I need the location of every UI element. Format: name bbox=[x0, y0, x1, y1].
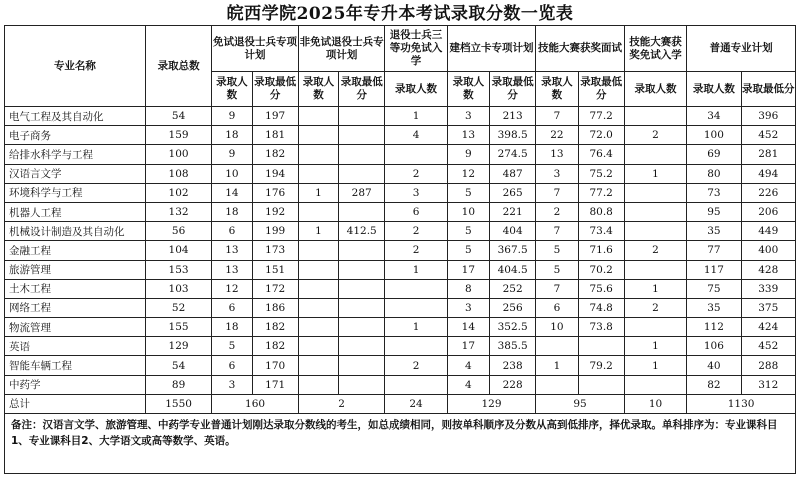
value-cell bbox=[339, 337, 385, 356]
value-cell: 3 bbox=[212, 375, 252, 394]
value-cell: 77.2 bbox=[578, 107, 624, 126]
value-cell: 228 bbox=[490, 375, 536, 394]
value-cell: 194 bbox=[252, 164, 298, 183]
value-cell bbox=[624, 318, 686, 337]
value-cell: 3 bbox=[536, 164, 578, 183]
table-row bbox=[5, 241, 796, 260]
value-cell: 82 bbox=[687, 375, 741, 394]
value-cell: 1 bbox=[624, 164, 686, 183]
value-cell: 7 bbox=[536, 183, 578, 202]
value-cell: 89 bbox=[145, 375, 211, 394]
value-cell: 103 bbox=[145, 279, 211, 298]
value-cell: 129 bbox=[145, 337, 211, 356]
value-cell: 18 bbox=[212, 202, 252, 221]
value-cell: 10 bbox=[212, 164, 252, 183]
total-skill-interview: 95 bbox=[536, 394, 625, 413]
subheader-count: 录取人数 bbox=[212, 72, 252, 107]
major-name-cell: 英语 bbox=[5, 337, 146, 356]
value-cell: 77.2 bbox=[578, 183, 624, 202]
subheader-min-score: 录取最低分 bbox=[252, 72, 298, 107]
table-row bbox=[5, 222, 796, 241]
value-cell: 171 bbox=[252, 375, 298, 394]
value-cell bbox=[298, 164, 338, 183]
value-cell: 159 bbox=[145, 126, 211, 145]
value-cell: 226 bbox=[741, 183, 795, 202]
value-cell: 7 bbox=[536, 107, 578, 126]
value-cell bbox=[298, 126, 338, 145]
value-cell: 10 bbox=[536, 318, 578, 337]
value-cell bbox=[339, 107, 385, 126]
value-cell: 8 bbox=[447, 279, 489, 298]
page-title: 皖西学院2025年专升本考试录取分数一览表 bbox=[226, 4, 574, 24]
value-cell: 206 bbox=[741, 202, 795, 221]
value-cell: 5 bbox=[536, 260, 578, 279]
value-cell: 2 bbox=[624, 298, 686, 317]
major-name-cell: 环境科学与工程 bbox=[5, 183, 146, 202]
value-cell: 400 bbox=[741, 241, 795, 260]
value-cell bbox=[624, 183, 686, 202]
value-cell: 52 bbox=[145, 298, 211, 317]
table-row bbox=[5, 145, 796, 164]
value-cell: 117 bbox=[687, 260, 741, 279]
header-major: 专业名称 bbox=[5, 26, 146, 107]
value-cell bbox=[339, 145, 385, 164]
value-cell: 13 bbox=[212, 260, 252, 279]
subheader-count: 录取人数 bbox=[624, 72, 686, 107]
value-cell: 424 bbox=[741, 318, 795, 337]
header-poverty: 建档立卡专项计划 bbox=[447, 26, 536, 72]
value-cell: 3 bbox=[447, 107, 489, 126]
value-cell bbox=[578, 375, 624, 394]
value-cell: 106 bbox=[687, 337, 741, 356]
value-cell: 2 bbox=[536, 202, 578, 221]
value-cell: 155 bbox=[145, 318, 211, 337]
value-cell: 1 bbox=[385, 260, 447, 279]
value-cell: 71.6 bbox=[578, 241, 624, 260]
value-cell bbox=[298, 107, 338, 126]
value-cell: 182 bbox=[252, 145, 298, 164]
table-row bbox=[5, 183, 796, 202]
value-cell: 385.5 bbox=[490, 337, 536, 356]
table-row bbox=[5, 356, 796, 375]
value-cell bbox=[339, 279, 385, 298]
value-cell: 12 bbox=[212, 279, 252, 298]
value-cell: 54 bbox=[145, 356, 211, 375]
value-cell: 412.5 bbox=[339, 222, 385, 241]
value-cell bbox=[385, 145, 447, 164]
subheader-count: 录取人数 bbox=[447, 72, 489, 107]
value-cell bbox=[339, 318, 385, 337]
major-name-cell: 机械设计制造及其自动化 bbox=[5, 222, 146, 241]
value-cell bbox=[298, 375, 338, 394]
value-cell: 2 bbox=[385, 222, 447, 241]
value-cell: 396 bbox=[741, 107, 795, 126]
value-cell bbox=[385, 279, 447, 298]
value-cell bbox=[578, 337, 624, 356]
value-cell: 35 bbox=[687, 298, 741, 317]
value-cell: 73 bbox=[687, 183, 741, 202]
value-cell: 56 bbox=[145, 222, 211, 241]
table-row bbox=[5, 202, 796, 221]
value-cell: 10 bbox=[447, 202, 489, 221]
value-cell bbox=[385, 298, 447, 317]
header-skill-interview: 技能大赛获奖面试 bbox=[536, 26, 625, 72]
total-regular: 1130 bbox=[687, 394, 796, 413]
value-cell: 1 bbox=[385, 107, 447, 126]
value-cell: 367.5 bbox=[490, 241, 536, 260]
value-cell bbox=[339, 241, 385, 260]
value-cell: 252 bbox=[490, 279, 536, 298]
value-cell: 100 bbox=[687, 126, 741, 145]
value-cell: 6 bbox=[385, 202, 447, 221]
subheader-min-score: 录取最低分 bbox=[490, 72, 536, 107]
major-name-cell: 智能车辆工程 bbox=[5, 356, 146, 375]
value-cell: 404.5 bbox=[490, 260, 536, 279]
total-label: 总计 bbox=[5, 394, 146, 413]
value-cell: 34 bbox=[687, 107, 741, 126]
value-cell bbox=[298, 356, 338, 375]
value-cell bbox=[624, 202, 686, 221]
header-non-exempt-veteran: 非免试退役士兵专项计划 bbox=[298, 26, 385, 72]
subheader-min-score: 录取最低分 bbox=[578, 72, 624, 107]
subheader-count: 录取人数 bbox=[536, 72, 578, 107]
value-cell: 14 bbox=[212, 183, 252, 202]
table-row bbox=[5, 107, 796, 126]
table-row bbox=[5, 279, 796, 298]
value-cell: 452 bbox=[741, 337, 795, 356]
admission-table bbox=[4, 25, 796, 414]
value-cell: 75.6 bbox=[578, 279, 624, 298]
value-cell: 1 bbox=[385, 318, 447, 337]
total-non-exempt-veteran: 2 bbox=[298, 394, 385, 413]
value-cell: 95 bbox=[687, 202, 741, 221]
header-row-groups bbox=[5, 26, 796, 72]
value-cell: 375 bbox=[741, 298, 795, 317]
value-cell: 274.5 bbox=[490, 145, 536, 164]
value-cell: 151 bbox=[252, 260, 298, 279]
footnote: 备注：汉语言文学、旅游管理、中药学专业普通计划刚达录取分数线的考生，如总成绩相同，则按单科顺序及分数从高到低排序，择优录取。单科排序为：专业课科目1、专业课科目2、大学语文或高等数学、英语。 bbox=[4, 414, 796, 474]
header-merit-veteran: 退役士兵三等功免试入学 bbox=[385, 26, 447, 72]
value-cell: 4 bbox=[447, 375, 489, 394]
major-name-cell: 旅游管理 bbox=[5, 260, 146, 279]
value-cell: 1 bbox=[624, 356, 686, 375]
value-cell bbox=[624, 145, 686, 164]
value-cell bbox=[339, 260, 385, 279]
value-cell: 9 bbox=[447, 145, 489, 164]
value-cell: 7 bbox=[536, 279, 578, 298]
value-cell: 182 bbox=[252, 337, 298, 356]
value-cell: 213 bbox=[490, 107, 536, 126]
value-cell: 428 bbox=[741, 260, 795, 279]
major-name-cell: 土木工程 bbox=[5, 279, 146, 298]
value-cell: 288 bbox=[741, 356, 795, 375]
value-cell: 76.4 bbox=[578, 145, 624, 164]
value-cell bbox=[298, 202, 338, 221]
value-cell: 13 bbox=[447, 126, 489, 145]
header-regular: 普通专业计划 bbox=[687, 26, 796, 72]
value-cell: 181 bbox=[252, 126, 298, 145]
total-exempt-veteran: 160 bbox=[212, 394, 299, 413]
table-row bbox=[5, 375, 796, 394]
table-row bbox=[5, 318, 796, 337]
value-cell bbox=[298, 260, 338, 279]
value-cell: 6 bbox=[212, 356, 252, 375]
value-cell: 312 bbox=[741, 375, 795, 394]
major-name-cell: 电气工程及其自动化 bbox=[5, 107, 146, 126]
value-cell: 112 bbox=[687, 318, 741, 337]
value-cell bbox=[298, 337, 338, 356]
value-cell: 176 bbox=[252, 183, 298, 202]
major-name-cell: 电子商务 bbox=[5, 126, 146, 145]
value-cell: 192 bbox=[252, 202, 298, 221]
value-cell: 18 bbox=[212, 126, 252, 145]
value-cell: 102 bbox=[145, 183, 211, 202]
value-cell: 72.0 bbox=[578, 126, 624, 145]
value-cell: 6 bbox=[536, 298, 578, 317]
value-cell bbox=[298, 145, 338, 164]
value-cell: 1 bbox=[624, 337, 686, 356]
value-cell bbox=[339, 298, 385, 317]
value-cell: 5 bbox=[447, 183, 489, 202]
value-cell: 153 bbox=[145, 260, 211, 279]
total-skill-exempt: 10 bbox=[624, 394, 686, 413]
value-cell: 108 bbox=[145, 164, 211, 183]
value-cell: 104 bbox=[145, 241, 211, 260]
major-name-cell: 网络工程 bbox=[5, 298, 146, 317]
value-cell: 5 bbox=[447, 222, 489, 241]
value-cell: 1 bbox=[624, 279, 686, 298]
value-cell: 352.5 bbox=[490, 318, 536, 337]
value-cell: 7 bbox=[536, 222, 578, 241]
value-cell bbox=[298, 241, 338, 260]
value-cell: 70.2 bbox=[578, 260, 624, 279]
subheader-min-score: 录取最低分 bbox=[741, 72, 795, 107]
value-cell bbox=[339, 126, 385, 145]
total-poverty: 129 bbox=[447, 394, 536, 413]
value-cell: 1 bbox=[536, 356, 578, 375]
value-cell: 182 bbox=[252, 318, 298, 337]
value-cell: 14 bbox=[447, 318, 489, 337]
value-cell: 186 bbox=[252, 298, 298, 317]
value-cell: 238 bbox=[490, 356, 536, 375]
header-skill-exempt: 技能大赛获奖免试入学 bbox=[624, 26, 686, 72]
table-row bbox=[5, 298, 796, 317]
value-cell: 13 bbox=[536, 145, 578, 164]
value-cell: 404 bbox=[490, 222, 536, 241]
value-cell: 173 bbox=[252, 241, 298, 260]
major-name-cell: 机器人工程 bbox=[5, 202, 146, 221]
value-cell: 256 bbox=[490, 298, 536, 317]
value-cell bbox=[339, 202, 385, 221]
value-cell: 13 bbox=[212, 241, 252, 260]
value-cell: 35 bbox=[687, 222, 741, 241]
value-cell: 3 bbox=[447, 298, 489, 317]
table-row bbox=[5, 260, 796, 279]
value-cell: 172 bbox=[252, 279, 298, 298]
value-cell: 449 bbox=[741, 222, 795, 241]
value-cell: 487 bbox=[490, 164, 536, 183]
value-cell: 4 bbox=[385, 126, 447, 145]
value-cell: 2 bbox=[385, 356, 447, 375]
subheader-count: 录取人数 bbox=[687, 72, 741, 107]
value-cell: 3 bbox=[385, 183, 447, 202]
value-cell: 132 bbox=[145, 202, 211, 221]
value-cell: 1 bbox=[298, 222, 338, 241]
value-cell: 5 bbox=[212, 337, 252, 356]
header-total-admitted: 录取总数 bbox=[145, 26, 211, 107]
value-cell bbox=[339, 164, 385, 183]
total-row bbox=[5, 394, 796, 413]
value-cell: 199 bbox=[252, 222, 298, 241]
value-cell: 5 bbox=[447, 241, 489, 260]
value-cell: 22 bbox=[536, 126, 578, 145]
value-cell: 73.4 bbox=[578, 222, 624, 241]
value-cell: 12 bbox=[447, 164, 489, 183]
subheader-count: 录取人数 bbox=[298, 72, 338, 107]
value-cell: 339 bbox=[741, 279, 795, 298]
value-cell: 170 bbox=[252, 356, 298, 375]
value-cell: 6 bbox=[212, 298, 252, 317]
value-cell bbox=[624, 375, 686, 394]
value-cell: 452 bbox=[741, 126, 795, 145]
value-cell bbox=[536, 337, 578, 356]
major-name-cell: 物流管理 bbox=[5, 318, 146, 337]
value-cell: 54 bbox=[145, 107, 211, 126]
table-row bbox=[5, 164, 796, 183]
total-admitted: 1550 bbox=[145, 394, 211, 413]
value-cell: 75.2 bbox=[578, 164, 624, 183]
major-name-cell: 汉语言文学 bbox=[5, 164, 146, 183]
value-cell: 2 bbox=[624, 241, 686, 260]
value-cell: 74.8 bbox=[578, 298, 624, 317]
value-cell: 265 bbox=[490, 183, 536, 202]
value-cell: 9 bbox=[212, 107, 252, 126]
table-row bbox=[5, 126, 796, 145]
value-cell: 287 bbox=[339, 183, 385, 202]
value-cell: 17 bbox=[447, 260, 489, 279]
table-row bbox=[5, 337, 796, 356]
value-cell: 18 bbox=[212, 318, 252, 337]
value-cell: 494 bbox=[741, 164, 795, 183]
value-cell: 6 bbox=[212, 222, 252, 241]
value-cell bbox=[339, 356, 385, 375]
value-cell: 2 bbox=[385, 164, 447, 183]
value-cell bbox=[624, 222, 686, 241]
value-cell: 100 bbox=[145, 145, 211, 164]
value-cell: 398.5 bbox=[490, 126, 536, 145]
value-cell: 73.8 bbox=[578, 318, 624, 337]
subheader-min-score: 录取最低分 bbox=[339, 72, 385, 107]
subheader-count: 录取人数 bbox=[385, 72, 447, 107]
value-cell: 4 bbox=[447, 356, 489, 375]
value-cell bbox=[536, 375, 578, 394]
major-name-cell: 金融工程 bbox=[5, 241, 146, 260]
value-cell bbox=[385, 375, 447, 394]
value-cell bbox=[298, 298, 338, 317]
value-cell bbox=[624, 260, 686, 279]
value-cell: 17 bbox=[447, 337, 489, 356]
value-cell bbox=[624, 107, 686, 126]
value-cell: 40 bbox=[687, 356, 741, 375]
value-cell: 80.8 bbox=[578, 202, 624, 221]
value-cell: 221 bbox=[490, 202, 536, 221]
table-body bbox=[5, 107, 796, 395]
value-cell: 75 bbox=[687, 279, 741, 298]
value-cell: 9 bbox=[212, 145, 252, 164]
value-cell bbox=[298, 318, 338, 337]
major-name-cell: 中药学 bbox=[5, 375, 146, 394]
value-cell bbox=[339, 375, 385, 394]
major-name-cell: 给排水科学与工程 bbox=[5, 145, 146, 164]
value-cell: 69 bbox=[687, 145, 741, 164]
header-exempt-veteran: 免试退役士兵专项计划 bbox=[212, 26, 299, 72]
value-cell: 2 bbox=[385, 241, 447, 260]
value-cell bbox=[385, 337, 447, 356]
value-cell: 80 bbox=[687, 164, 741, 183]
value-cell: 1 bbox=[298, 183, 338, 202]
value-cell: 77 bbox=[687, 241, 741, 260]
value-cell bbox=[298, 279, 338, 298]
value-cell: 197 bbox=[252, 107, 298, 126]
total-merit-veteran: 24 bbox=[385, 394, 447, 413]
value-cell: 281 bbox=[741, 145, 795, 164]
value-cell: 2 bbox=[624, 126, 686, 145]
value-cell: 79.2 bbox=[578, 356, 624, 375]
value-cell: 5 bbox=[536, 241, 578, 260]
